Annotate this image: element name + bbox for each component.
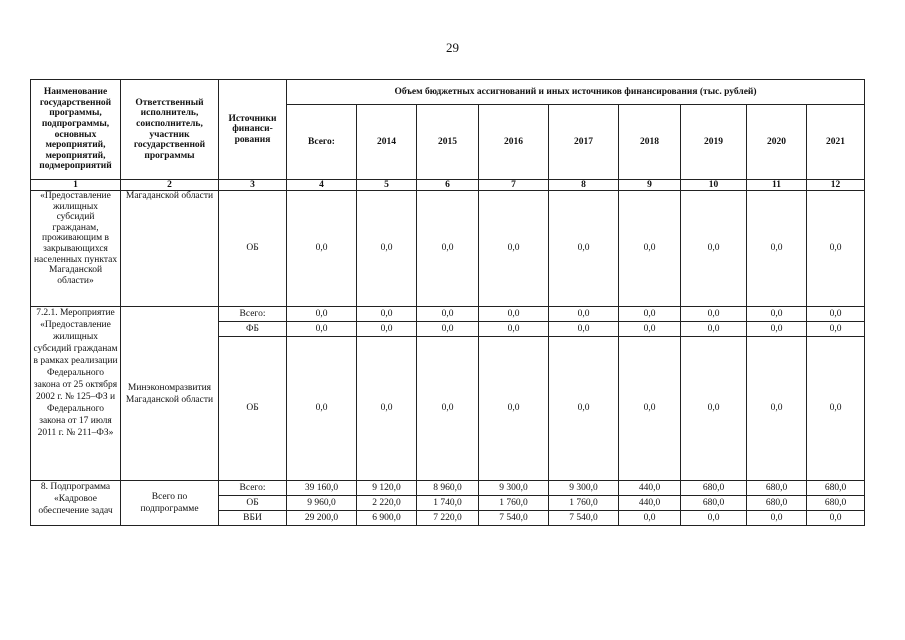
value-cell: 9 960,0 <box>287 496 357 511</box>
source-cell: ОБ <box>219 191 287 307</box>
header-executor: Ответственный исполнитель, соисполнитель, участник государственной программы <box>121 80 219 180</box>
column-number: 6 <box>417 180 479 191</box>
column-number: 5 <box>357 180 417 191</box>
value-cell: 0,0 <box>807 322 865 337</box>
value-cell: 7 540,0 <box>479 511 549 526</box>
column-number: 12 <box>807 180 865 191</box>
value-cell: 0,0 <box>681 307 747 322</box>
value-cell: 0,0 <box>417 191 479 307</box>
value-cell: 2 220,0 <box>357 496 417 511</box>
value-cell: 8 960,0 <box>417 481 479 496</box>
header-row <box>31 80 865 105</box>
header-name: Наименование государственной программы, подпрограммы, основных мероприятий, мероприятий, подмероприятий <box>31 80 121 180</box>
value-cell: 0,0 <box>619 191 681 307</box>
header-year: 2015 <box>417 105 479 180</box>
value-cell: 6 900,0 <box>357 511 417 526</box>
header-year: 2021 <box>807 105 865 180</box>
value-cell: 0,0 <box>357 191 417 307</box>
header-year: 2020 <box>747 105 807 180</box>
source-cell: Всего: <box>219 481 287 496</box>
source-cell: ФБ <box>219 322 287 337</box>
value-cell: 0,0 <box>681 511 747 526</box>
value-cell: 0,0 <box>681 337 747 481</box>
program-name-cell: 8. Подпрограмма «Кадровое обеспечение задач <box>31 481 121 526</box>
table-row <box>31 191 865 307</box>
value-cell: 0,0 <box>479 322 549 337</box>
source-cell: ОБ <box>219 337 287 481</box>
header-year: 2017 <box>549 105 619 180</box>
value-cell: 0,0 <box>549 307 619 322</box>
column-number: 10 <box>681 180 747 191</box>
value-cell: 680,0 <box>807 481 865 496</box>
header-budget-group: Объем бюджетных ассигнований и иных источников финансирования (тыс. рублей) <box>287 80 865 105</box>
value-cell: 7 540,0 <box>549 511 619 526</box>
executor-cell: Магаданской области <box>121 191 219 307</box>
value-cell: 440,0 <box>619 481 681 496</box>
value-cell: 0,0 <box>287 322 357 337</box>
table-row <box>31 307 865 322</box>
value-cell: 0,0 <box>807 511 865 526</box>
page-number: 29 <box>446 40 459 55</box>
value-cell: 0,0 <box>807 191 865 307</box>
value-cell: 0,0 <box>417 322 479 337</box>
value-cell: 9 300,0 <box>549 481 619 496</box>
value-cell: 680,0 <box>681 496 747 511</box>
column-number: 1 <box>31 180 121 191</box>
value-cell: 0,0 <box>549 337 619 481</box>
value-cell: 0,0 <box>549 191 619 307</box>
value-cell: 9 300,0 <box>479 481 549 496</box>
value-cell: 1 760,0 <box>479 496 549 511</box>
value-cell: 0,0 <box>807 337 865 481</box>
header-year: 2019 <box>681 105 747 180</box>
value-cell: 0,0 <box>619 307 681 322</box>
value-cell: 39 160,0 <box>287 481 357 496</box>
value-cell: 0,0 <box>747 191 807 307</box>
header-year: 2016 <box>479 105 549 180</box>
value-cell: 0,0 <box>479 307 549 322</box>
column-number: 8 <box>549 180 619 191</box>
column-number: 3 <box>219 180 287 191</box>
source-cell: ВБИ <box>219 511 287 526</box>
value-cell: 0,0 <box>549 322 619 337</box>
executor-cell: Всего по подпрограмме <box>121 481 219 526</box>
value-cell: 0,0 <box>747 511 807 526</box>
value-cell: 29 200,0 <box>287 511 357 526</box>
value-cell: 0,0 <box>681 191 747 307</box>
value-cell: 1 760,0 <box>549 496 619 511</box>
value-cell: 7 220,0 <box>417 511 479 526</box>
column-number: 9 <box>619 180 681 191</box>
column-number: 7 <box>479 180 549 191</box>
column-number: 11 <box>747 180 807 191</box>
column-number: 4 <box>287 180 357 191</box>
value-cell: 1 740,0 <box>417 496 479 511</box>
header-year: 2014 <box>357 105 417 180</box>
program-name-cell: «Предоставление жилищных субсидий гражданам, проживающим в закрывающихся населенных пунктах Магаданской области» <box>31 191 121 307</box>
source-cell: ОБ <box>219 496 287 511</box>
value-cell: 0,0 <box>479 191 549 307</box>
value-cell: 440,0 <box>619 496 681 511</box>
value-cell: 0,0 <box>747 307 807 322</box>
column-number: 2 <box>121 180 219 191</box>
source-cell: Всего: <box>219 307 287 322</box>
value-cell: 0,0 <box>357 307 417 322</box>
value-cell: 0,0 <box>681 322 747 337</box>
value-cell: 0,0 <box>417 337 479 481</box>
value-cell: 9 120,0 <box>357 481 417 496</box>
value-cell: 0,0 <box>619 322 681 337</box>
value-cell: 0,0 <box>747 337 807 481</box>
value-cell: 0,0 <box>479 337 549 481</box>
value-cell: 0,0 <box>747 322 807 337</box>
value-cell: 0,0 <box>619 511 681 526</box>
header-year: 2018 <box>619 105 681 180</box>
value-cell: 0,0 <box>287 307 357 322</box>
value-cell: 0,0 <box>357 322 417 337</box>
executor-cell: Минэкономразвития Магаданской области <box>121 307 219 481</box>
value-cell: 680,0 <box>807 496 865 511</box>
table-row <box>31 481 865 496</box>
value-cell: 680,0 <box>681 481 747 496</box>
value-cell: 0,0 <box>357 337 417 481</box>
value-cell: 680,0 <box>747 481 807 496</box>
value-cell: 0,0 <box>807 307 865 322</box>
budget-table <box>30 79 865 526</box>
value-cell: 0,0 <box>287 337 357 481</box>
value-cell: 0,0 <box>287 191 357 307</box>
header-source: Источники финанси-рования <box>219 80 287 180</box>
column-number-row <box>31 180 865 191</box>
header-total: Всего: <box>287 105 357 180</box>
value-cell: 0,0 <box>417 307 479 322</box>
value-cell: 680,0 <box>747 496 807 511</box>
program-name-cell: 7.2.1. Мероприятие «Предоставление жилищных субсидий гражданам в рамках реализации Федерального закона от 25 октября 2002 г. № 125–ФЗ и Федерального закона от 17 июля 2011 г. № 211–ФЗ» <box>31 307 121 481</box>
value-cell: 0,0 <box>619 337 681 481</box>
